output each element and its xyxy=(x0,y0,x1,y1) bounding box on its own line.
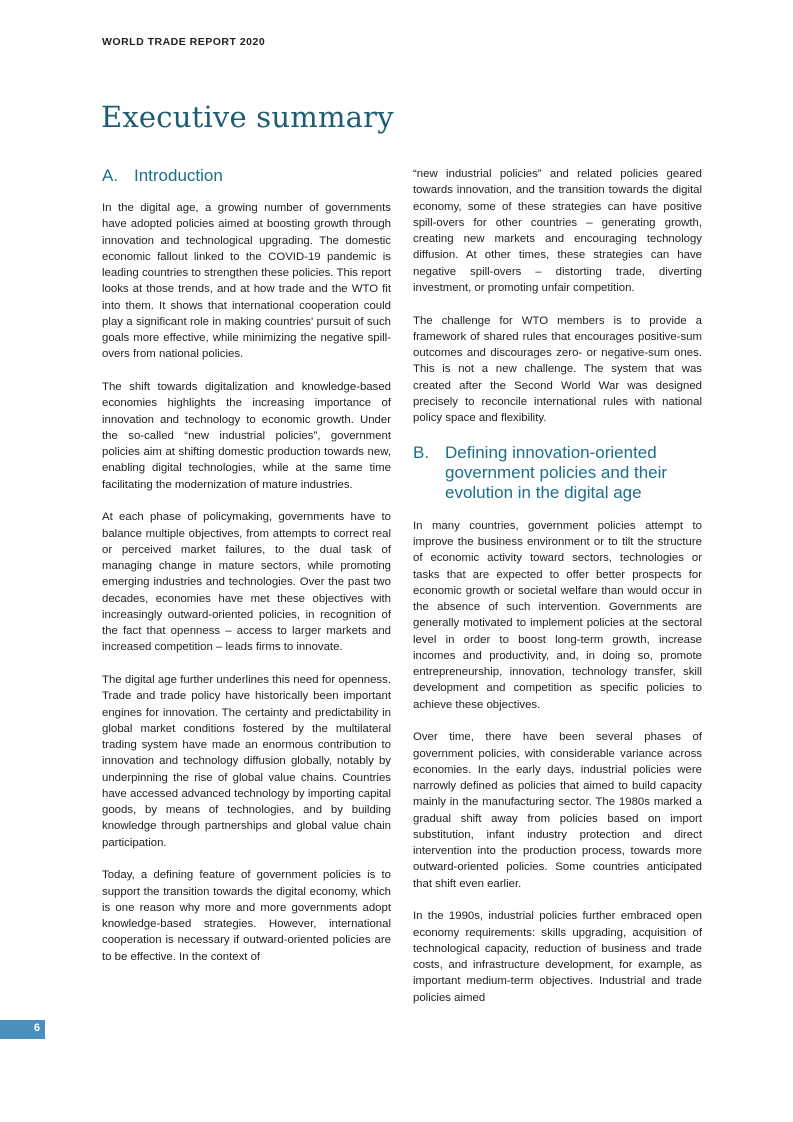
paragraph: The shift towards digitalization and knowledge-based economies highlights the increasing importance of innovation and technology to economic growth. Under the so-called “new industrial policies”, government policies aim at shifting domestic production towards new, enabling digital technologies, while at the same time facilitating the modernization of mature industries. xyxy=(102,381,391,491)
section-letter: B. xyxy=(413,442,430,462)
paragraph: Over time, there have been several phases of government policies, with considerable variance across economies. In the early days, industrial policies were narrowly defined as policies that aimed to build capacity mainly in the manufacturing sector. The 1980s marked a gradual shift away from policies based on import substitution, infant industry protection and direct intervention into the production process, towards more outward-oriented policies. Some countries anticipated that shift even earlier. xyxy=(413,731,702,890)
paragraph: At each phase of policymaking, governments have to balance multiple objectives, from attempts to correct real or perceived market failures, to the dual task of managing change in mature sectors, while promoting emerging industries and technologies. Over the past two decades, economies have met these objectives with increasingly outward-oriented policies, in recognition of the fact that openness – access to larger markets and increased competition – leads firms to innovate. xyxy=(102,511,391,654)
section-title: Defining innovation-oriented government policies and their evolution in the digital age xyxy=(445,442,668,502)
paragraph: The challenge for WTO members is to provide a framework of shared rules that encourages positive-sum outcomes and discourages zero- or negative-sum ones. This is not a new challenge. The system that was created after the Second World War was designed precisely to reconcile international rules with national policy space and flexibility. xyxy=(413,314,702,424)
paragraph: “new industrial policies” and related policies geared towards innovation, and the transition towards the digital economy, some of these strategies can have positive spill-overs for other countries – generating growth, creating new markets and encouraging technology diffusion. At other times, these strategies can have negative spill-overs – distorting trade, diverting investment, or promoting unfair competition. xyxy=(413,168,702,294)
section-heading-b xyxy=(413,443,702,503)
page-title: Executive summary xyxy=(101,100,394,134)
paragraph: Today, a defining feature of government policies is to support the transition towards the digital economy, which is one reason why more and more governments adopt knowledge-based strategies. However, international cooperation is necessary if outward-oriented policies are to be effective. In the context of xyxy=(102,869,391,963)
paragraph: In the 1990s, industrial policies further embraced open economy requirements: skills upgrading, acquisition of technological capacity, reduction of business and trade costs, and infrastructure development, for example, as important medium-term objectives. Industrial and trade policies aimed xyxy=(413,910,702,1004)
section-heading-a xyxy=(102,166,391,186)
paragraph: In many countries, government policies attempt to improve the business environment or to tilt the structure of economic activity toward sectors, technologies or tasks that are expected to offer better prospects for economic growth or societal welfare than would occur in the absence of such intervention. Governments are generally motivated to implement policies at the sectoral level in order to boost long-term growth, increase incomes and productivity, and, in doing so, promote entrepreneurship, innovation, technology transfer, skill development and competition as specific policies to achieve these objectives. xyxy=(413,519,702,711)
paragraph: The digital age further underlines this need for openness. Trade and trade policy have historically been important engines for innovation. The certainty and predictability in global market conditions fostered by the multilateral trading system have made an enormous contribution to innovation and technology diffusion globally, notably by underpinning the rise of global value chains. Countries have accessed advanced technology by importing capital goods, by means of technologies, and by building knowledge through partnerships and global value chain participation. xyxy=(102,674,391,849)
left-column xyxy=(102,166,391,981)
page-number-tab xyxy=(0,1020,45,1039)
running-header: WORLD TRADE REPORT 2020 xyxy=(102,36,266,48)
section-letter: A. xyxy=(102,166,119,185)
page-number: 6 xyxy=(33,1022,40,1034)
paragraph: In the digital age, a growing number of governments have adopted policies aimed at boosting growth through innovation and technological upgrading. The domestic economic fallout linked to the COVID-19 pandemic is leading countries to strengthen these policies. This report looks at those trends, and at how trade and the WTO fit into them. It shows that international cooperation could play a significant role in making countries' pursuit of such goals more effective, while minimizing the negative spill-overs from national policies. xyxy=(102,202,391,361)
section-title: Introduction xyxy=(134,166,223,185)
right-column xyxy=(413,166,702,1022)
